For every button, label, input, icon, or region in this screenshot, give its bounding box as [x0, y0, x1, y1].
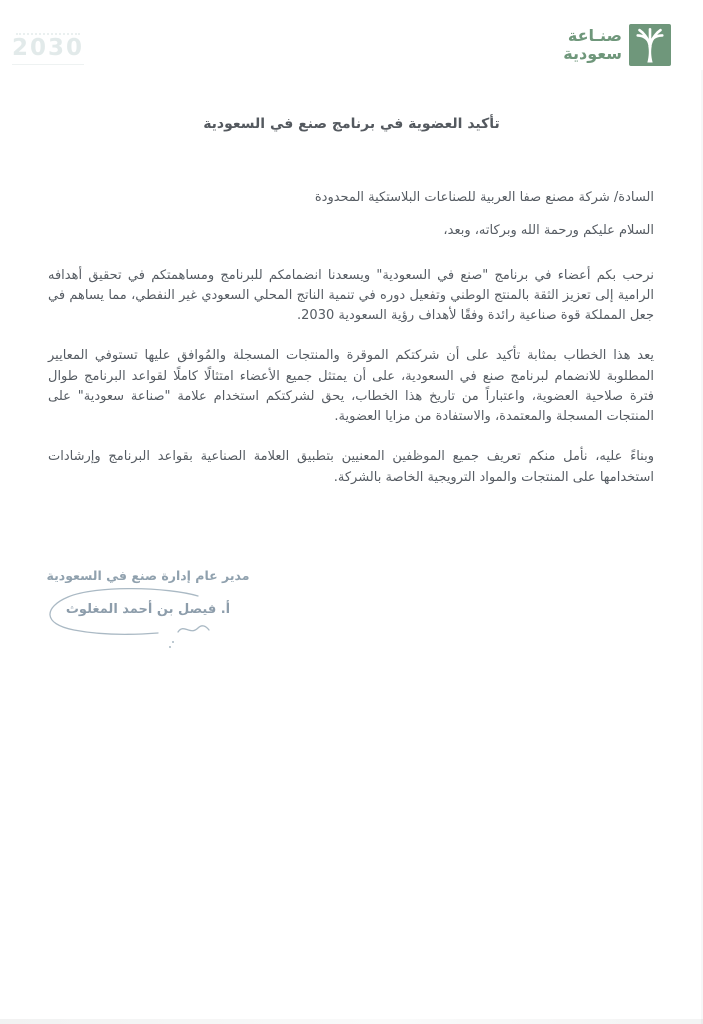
scan-shadow-bottom: [0, 1019, 703, 1024]
vision-2030-watermark: 2030: [12, 28, 84, 65]
greeting-line: السلام عليكم ورحمة الله وبركاته، وبعد،: [443, 223, 654, 239]
paragraph-confirmation: يعد هذا الخطاب بمثابة تأكيد على أن شركتكم الموقرة والمنتجات المسجلة والمُوافق عليها تستوفي المعايير المطلوبة للانضمام لبرنامج صنع في السعودية، على أن يمتثل جميع الأعضاء امتثالًا كاملًا لقواعد البرنامج طوال فترة صلاحية العضوية، واعتباراً من تاريخ هذا الخطاب، يحق لشركتكم استخدام علامة "صناعة سعودية" على المنتجات المسجلة والمعتمدة، والاستفادة من مزايا العضوية.: [48, 348, 654, 425]
paragraph-instructions: وبناءً عليه، نأمل منكم تعريف جميع الموظفين المعنيين بتطبيق العلامة الصناعية بقواعد البرنامج وإرشادات استخدامها على المنتجات والمواد الترويجية الخاصة بالشركة.: [48, 449, 654, 485]
logo-word-bottom: سعودية: [563, 44, 622, 63]
logo-wordmark: [563, 27, 622, 64]
logo-word-top: صنـاعة: [567, 25, 622, 45]
letter-body: [48, 188, 654, 508]
palm-tree-icon: [629, 24, 671, 66]
saudi-made-logo: [563, 24, 671, 66]
signatory-name: أ. فيصل بن أحمد المغلوث: [65, 602, 231, 617]
signature-area: [36, 585, 260, 663]
signatory-role: مدير عام إدارة صنع في السعودية: [46, 568, 250, 583]
letter-title: تأكيد العضوية في برنامج صنع في السعودية: [203, 116, 500, 132]
addressee-line: السادة/ شركة مصنع صفا العربية للصناعات البلاستكية المحدودة: [314, 190, 654, 205]
signature-block: [36, 568, 260, 663]
paragraph-welcome: نرحب بكم أعضاء في برنامج "صنع في السعودية" ويسعدنا انضمامكم للبرنامج ومساهمتكم في تحقيق أهدافه الرامية إلى تعزيز الثقة بالمنتج الوطني وتفعيل دوره في تنمية الناتج المحلي السعودي غير النفطي، مما يساهم في جعل المملكة قوة صناعية رائدة وفقًا لأهداف رؤية السعودية 2030.: [48, 267, 654, 324]
